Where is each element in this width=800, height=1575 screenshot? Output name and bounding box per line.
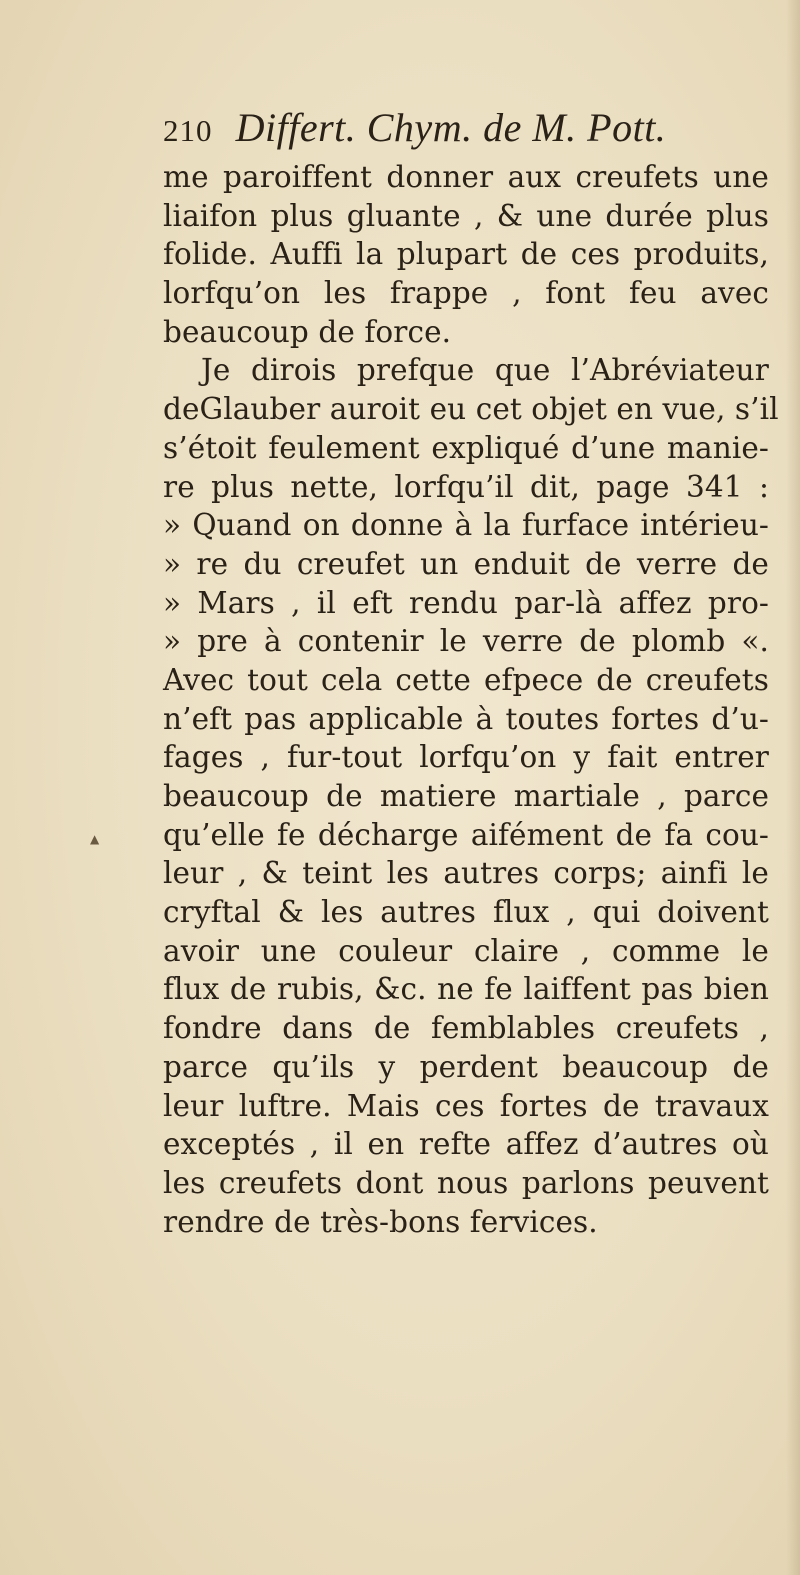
text-line: s’étoit feulement expliqué d’une manie- [163,430,769,465]
text-line: beaucoup de force. [163,314,452,349]
text-line: » pre à contenir le verre de plomb «. [163,624,769,659]
text-line: fondre dans de femblables creufets , [163,1011,769,1046]
text-line: rendre de très-bons fervices. [163,1204,598,1239]
text-line: Avec tout cela cette efpece de creufets [163,662,769,697]
body-text [163,158,779,1241]
text-line: qu’elle fe décharge aifément de fa cou- [163,817,769,852]
ink-speck: ▲ [90,832,100,846]
running-title: Differt. Chym. de M. Pott. [235,105,667,150]
text-line: fages , fur-tout lorfqu’on y fait entrer [163,740,769,775]
text-line: exceptés , il en refte affez d’autres où [163,1127,769,1162]
text-line: cryftal & les autres flux , qui doivent [163,895,769,930]
text-line: » Quand on donne à la furface intérieu- [163,508,769,543]
text-line: liaifon plus gluante , & une durée plus [163,198,769,233]
text-line: Je dirois prefque que l’Abréviateur [201,353,769,388]
text-line: avoir une couleur claire , comme le [163,933,769,968]
page-number: 210 [163,113,213,148]
text-line: folide. Auffi la plupart de ces produits, [163,237,769,272]
page-edge-shadow [786,0,800,1575]
page-header [163,104,763,158]
text-line: n’eft pas applicable à toutes fortes d’u- [163,701,769,736]
paragraph-1 [163,158,769,351]
paragraph-2 [163,351,779,1241]
text-line: leur , & teint les autres corps; ainfi le [163,856,769,891]
text-line: deGlauber auroit eu cet objet en vue, s’il [163,392,779,427]
text-line: re plus nette, lorfqu’il dit, page 341 : [163,469,769,504]
text-line: parce qu’ils y perdent beaucoup de [163,1049,769,1084]
text-line: leur luftre. Mais ces fortes de travaux [163,1088,769,1123]
text-line: me paroiffent donner aux creufets une [163,160,769,194]
text-line: » Mars , il eft rendu par-là affez pro- [163,585,769,620]
text-line: lorfqu’on les frappe , font feu avec [163,276,769,311]
text-line: flux de rubis, &c. ne fe laiffent pas bien [163,972,769,1007]
text-line: » re du creufet un enduit de verre de [163,546,769,581]
text-line: beaucoup de matiere martiale , parce [163,779,769,813]
text-line: les creufets dont nous parlons peuvent [163,1165,769,1200]
